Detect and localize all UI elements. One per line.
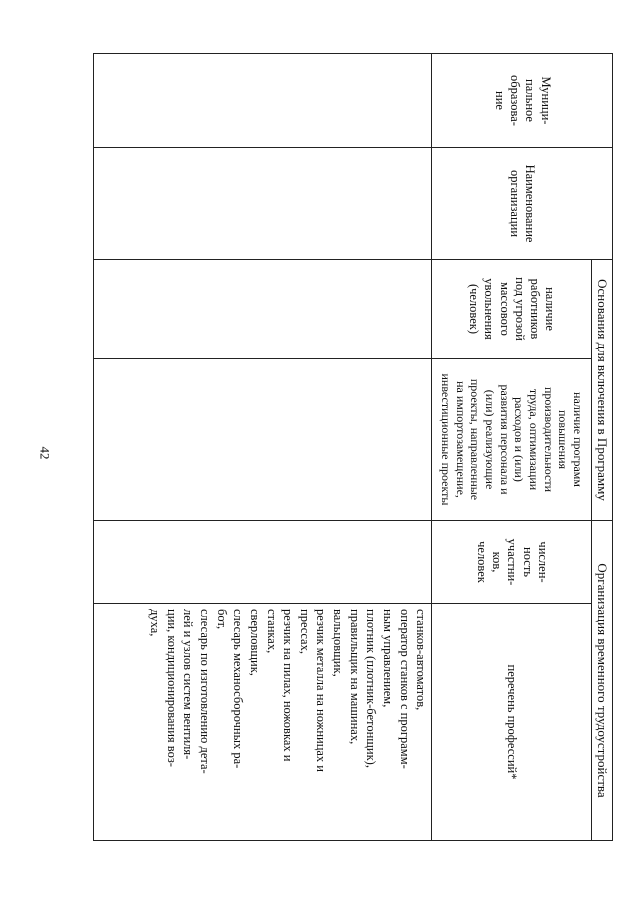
profession-line: ции, кондиционирования воз- bbox=[164, 609, 179, 767]
profession-line: духа, bbox=[148, 609, 163, 637]
profession-line: слесарь по изготовлению дета- bbox=[198, 609, 213, 774]
header-municipality bbox=[432, 54, 613, 148]
profession-line: бот, bbox=[214, 609, 229, 630]
header-temp-employment-group: Организация временного трудоустройства bbox=[592, 521, 613, 841]
rotated-table-sheet bbox=[94, 53, 613, 840]
cell-participants bbox=[94, 521, 432, 604]
profession-line: слесарь механосборочных ра- bbox=[231, 609, 246, 769]
page-number: 42 bbox=[37, 446, 53, 460]
profession-line: плотник (плотник-бетонщик), bbox=[364, 609, 379, 768]
header-org-name bbox=[432, 148, 613, 260]
profession-line: правильщик на машинах, bbox=[347, 609, 362, 745]
header-municipality-text: Муници- пальное образова- ние bbox=[492, 75, 553, 126]
header-workers-threat-text: наличие работников под угрозой массового увольнения (человек) bbox=[467, 277, 558, 341]
cell-municipality bbox=[94, 54, 432, 148]
header-professions: перечень профессий* bbox=[432, 604, 592, 841]
profession-line: прессах, bbox=[297, 609, 312, 654]
header-workers-threat bbox=[432, 260, 592, 359]
programs-table bbox=[93, 53, 613, 841]
profession-line: лей и узлов систем вентиля- bbox=[181, 609, 196, 760]
profession-line: оператор станков с программ- bbox=[397, 609, 412, 769]
header-programs-text: наличие программ повышения производительности труда, оптимизации расходов и (или) развития персонала и (или) реализующие проекты, направленные на импортозамещение, инвестиционные проекты bbox=[439, 373, 585, 506]
header-participants-text: числен- ность участни- ков, человек bbox=[474, 538, 550, 586]
profession-line: вальцовщик, bbox=[331, 609, 346, 677]
cell-workers-threat bbox=[94, 260, 432, 359]
header-grounds-group: Основания для включения в Программу bbox=[592, 260, 613, 521]
profession-line: сверловщик, bbox=[247, 609, 262, 676]
profession-line: ным управлением, bbox=[380, 609, 395, 708]
header-participants bbox=[432, 521, 592, 604]
cell-professions-list bbox=[94, 604, 432, 841]
header-org-name-text: Наименование организации bbox=[508, 164, 538, 243]
header-programs bbox=[432, 359, 592, 521]
profession-line: резчик металла на ножницах и bbox=[314, 609, 329, 773]
profession-line: станках, bbox=[264, 609, 279, 654]
profession-line: станков-автоматов, bbox=[414, 609, 429, 711]
cell-programs bbox=[94, 359, 432, 521]
cell-org-name bbox=[94, 148, 432, 260]
profession-line: резчик на пилах, ножовках и bbox=[281, 609, 296, 762]
